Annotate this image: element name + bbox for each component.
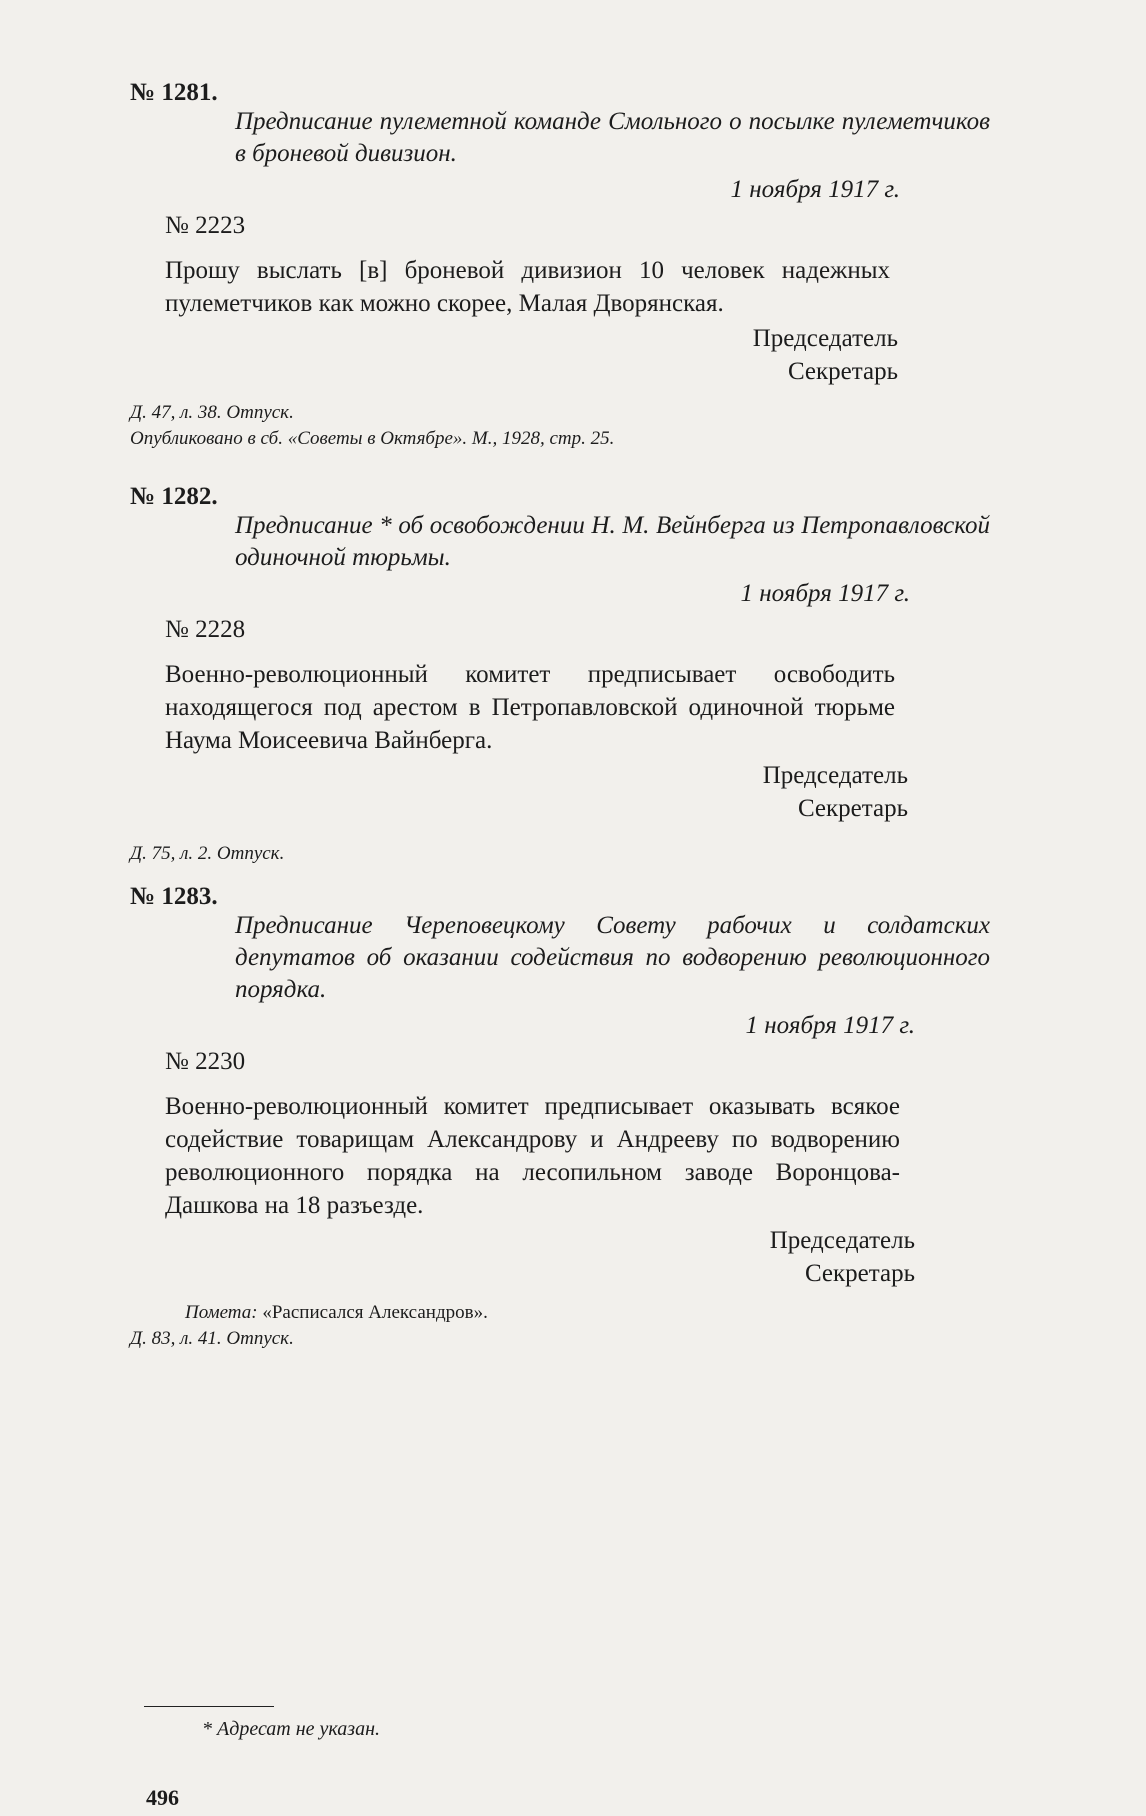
- signature-secretary: Секретарь: [787, 358, 898, 385]
- signature-secretary: Секретарь: [797, 795, 908, 822]
- archive-reference: Д. 75, л. 2. Отпуск.: [130, 843, 285, 864]
- document-title: Предписание пулеметной команде Смольного о посылке пулеметчиков в броневой дивизион.: [235, 108, 990, 167]
- document-title: Предписание * об освобождении Н. М. Вейнберга из Петропавловской одиночной тюрьмы.: [235, 512, 990, 571]
- document-body: Военно-революционный комитет предписывает оказывать всякое содействие товарищам Александрову и Андрееву по водворению революционного порядка на лесопильном заводе Воронцова-Дашкова на 18 разъезде.: [165, 1093, 900, 1219]
- note-text: «Расписался Александров».: [262, 1302, 488, 1323]
- archive-reference: Д. 47, л. 38. Отпуск.: [130, 402, 294, 423]
- publication-reference: Опубликовано в сб. «Советы в Октябре». М., 1928, стр. 25.: [130, 428, 615, 449]
- document-date: 1 ноября 1917 г.: [745, 1012, 915, 1039]
- document-number: № 1283.: [130, 883, 218, 910]
- document-body: Военно-революционный комитет предписывает освободить находящегося под арестом в Петропавловской одиночной тюрьме Наума Моисеевича Вайнберга.: [165, 661, 895, 754]
- signature-secretary: Секретарь: [804, 1260, 915, 1287]
- signature-chairman: Председатель: [769, 1227, 915, 1254]
- document-date: 1 ноября 1917 г.: [730, 176, 900, 203]
- signature-block: [130, 1224, 915, 1290]
- archive-note: [130, 1300, 1010, 1352]
- document-1282: [130, 482, 1010, 867]
- document-title: Предписание Череповецкому Совету рабочих и солдатских депутатов об оказании содействия по водворению революционного порядка.: [235, 912, 990, 1003]
- document-1281: [130, 78, 1010, 452]
- document-body: Прошу выслать [в] броневой дивизион 10 человек надежных пулеметчиков как можно скорее, Малая Дворянская.: [165, 257, 890, 317]
- note-label: Помета:: [185, 1302, 258, 1323]
- footnote-divider: [144, 1706, 274, 1707]
- footnote: * Адресат не указан.: [202, 1718, 381, 1740]
- document-number: № 1282.: [130, 483, 218, 510]
- archive-note: [130, 841, 1010, 867]
- registration-number: № 2228: [165, 616, 246, 643]
- archive-note: [130, 400, 1010, 452]
- document-date: 1 ноября 1917 г.: [740, 580, 910, 607]
- registration-number: № 2230: [165, 1048, 246, 1075]
- document-number: № 1281.: [130, 79, 218, 106]
- page-number: 496: [146, 1785, 179, 1810]
- registration-number: № 2223: [165, 212, 246, 239]
- archive-reference: Д. 83, л. 41. Отпуск.: [130, 1328, 294, 1349]
- signature-block: [130, 322, 898, 388]
- document-1283: [130, 882, 1010, 1352]
- signature-chairman: Председатель: [752, 325, 898, 352]
- signature-chairman: Председатель: [762, 762, 908, 789]
- signature-block: [130, 759, 908, 825]
